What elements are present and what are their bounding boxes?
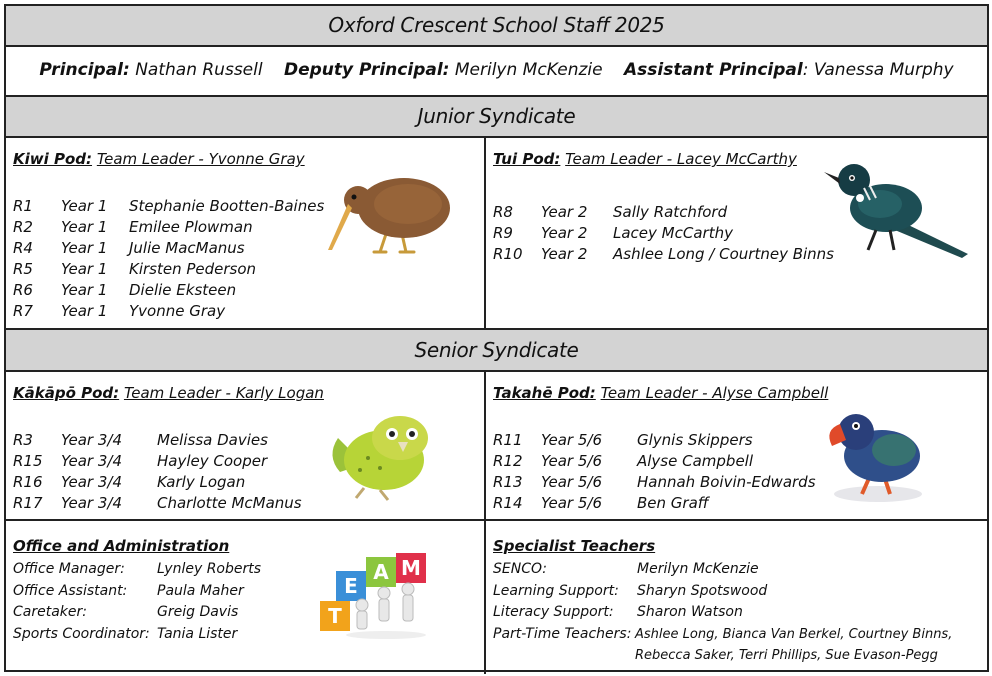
takahe-pod-heading: Takahē Pod: Team Leader - Alyse Campbell xyxy=(493,384,829,402)
specialist-teachers: Specialist Teachers SENCO: Merilyn McKenzie Learning Support: Sharyn Spotswood Literacy Support: Sharon Watson Part-Time Teachers: Ashlee Long, Bianca Van Berkel, Courtney Binns, Rebecca Saker, Terri Phillips, Sue Evason-Pegg xyxy=(493,537,953,663)
junior-syndicate-heading: Junior Syndicate xyxy=(6,97,987,138)
tui-pod: Tui Pod: Team Leader - Lacey McCarthy R8 Year 2 Sally Ratchford R9 Year 2 Lacey McCarthy R10 Year 2 Ashlee Long / Courtney Binns xyxy=(486,138,987,328)
office-administration: Office and Administration Office Manager: Lynley Roberts Office Assistant: Paula Maher Caretaker: Greig Davis Sports Coordinator: Tania Lister T E A M xyxy=(6,521,486,674)
junior-pods-row xyxy=(6,138,987,330)
principal: Principal: Nathan Russell xyxy=(39,60,263,80)
takahe-pod: Takahē Pod: Team Leader - Alyse Campbell R11 Year 5/6 Glynis Skippers R12 Year 5/6 Alyse Campbell R13 Year 5/6 Hannah Boivin-Edwards R14 Year 5/6 Ben Graff xyxy=(486,372,987,519)
specialist-heading: Specialist Teachers xyxy=(493,537,656,555)
team-image xyxy=(316,549,440,641)
tui-pod-heading: Tui Pod: Team Leader - Lacey McCarthy xyxy=(493,150,797,168)
team-letter-m: M xyxy=(401,556,421,580)
kakapo-pod-heading: Kākāpō Pod: Team Leader - Karly Logan xyxy=(13,384,324,402)
senior-pods-row xyxy=(6,372,987,521)
takahe-bird-icon xyxy=(822,406,928,504)
assistant-principal: Assistant Principal: Vanessa Murphy xyxy=(623,60,954,80)
office-heading: Office and Administration xyxy=(13,537,230,555)
document-title-text: Oxford Crescent School Staff 2025 xyxy=(328,13,665,37)
document-title xyxy=(6,6,987,47)
bottom-row xyxy=(6,521,987,674)
team-letter-a: A xyxy=(373,560,389,584)
kiwi-bird-icon xyxy=(322,166,454,258)
kakapo-bird-icon xyxy=(324,408,440,502)
kakapo-pod: Kākāpō Pod: Team Leader - Karly Logan R3 Year 3/4 Melissa Davies R15 Year 3/4 Hayley Cooper R16 Year 3/4 Karly Logan R17 Year 3/4 Charlotte McManus xyxy=(6,372,486,519)
leadership-row xyxy=(6,47,987,97)
tui-bird-icon xyxy=(824,158,974,262)
team-letter-e: E xyxy=(344,574,358,598)
deputy-principal: Deputy Principal: Merilyn McKenzie xyxy=(284,60,603,80)
team-letter-t: T xyxy=(328,604,342,628)
kiwi-pod: Kiwi Pod: Team Leader - Yvonne Gray R1 Year 1 Stephanie Bootten-Baines R2 Year 1 Emilee Plowman R4 Year 1 Julie MacManus R5 Year 1 Kirsten Pederson R6 Year 1 Dielie Eksteen R7 Year 1 Yvonne Gray xyxy=(6,138,486,328)
senior-syndicate-heading: Senior Syndicate xyxy=(6,330,987,372)
staff-list-document xyxy=(4,4,989,672)
kiwi-pod-heading: Kiwi Pod: Team Leader - Yvonne Gray xyxy=(13,150,305,168)
